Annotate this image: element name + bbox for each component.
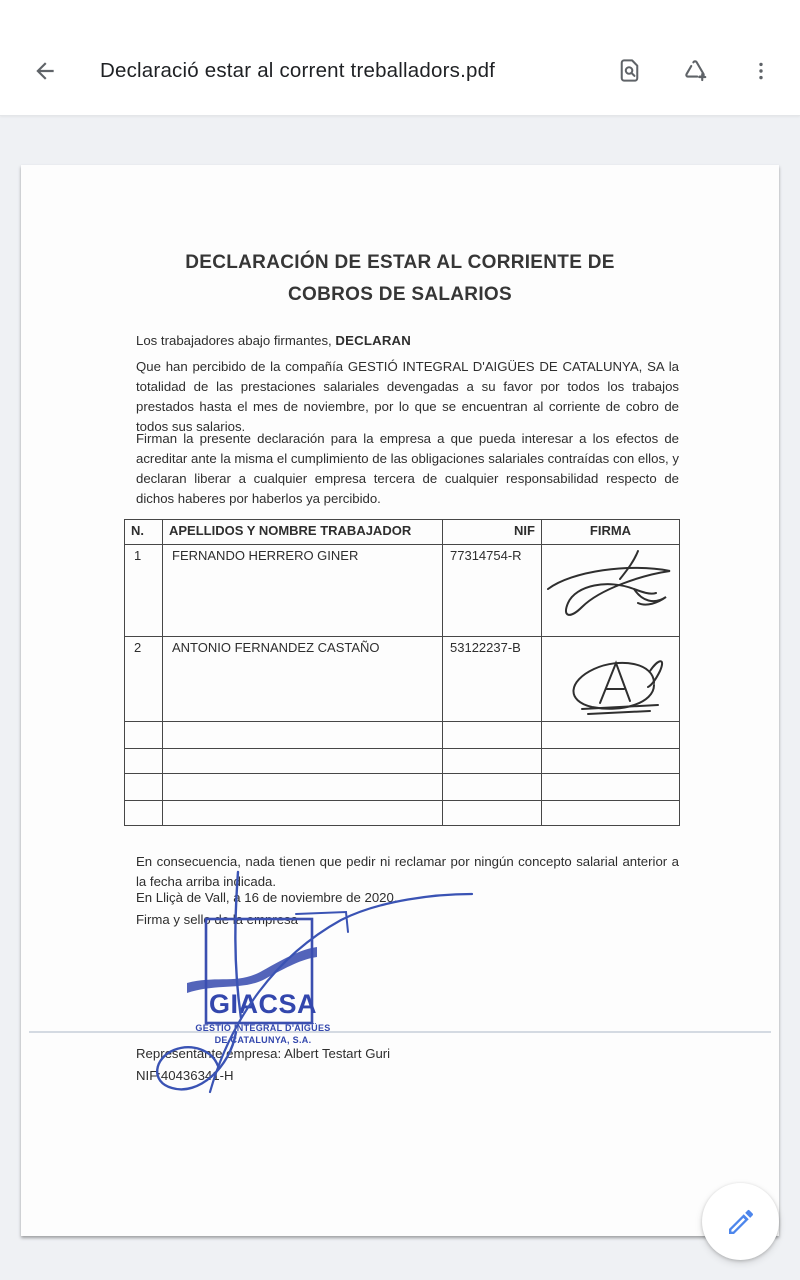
header-n: N.	[125, 520, 163, 545]
table-row	[125, 637, 680, 722]
find-in-page-icon	[616, 57, 643, 84]
table-empty-row	[125, 801, 680, 826]
paragraph-declaran	[136, 331, 679, 351]
paragraph-declaran-text: Los trabajadores abajo firmantes,	[136, 333, 336, 348]
find-in-document-button[interactable]	[614, 56, 644, 86]
cell-name: ANTONIO FERNANDEZ CASTAÑO	[163, 637, 443, 722]
header-nif: NIF	[443, 520, 542, 545]
add-shortcut-button[interactable]	[680, 56, 710, 86]
document-title-line1: DECLARACIÓN DE ESTAR AL CORRIENTE DE	[185, 252, 615, 273]
signature-label: Firma y sello de la empresa	[136, 912, 298, 927]
cell-number: 2	[125, 637, 163, 722]
paragraph-declaran-bold: DECLARAN	[335, 333, 411, 348]
table-empty-row	[125, 774, 680, 801]
workers-table	[124, 519, 680, 826]
cell-firma	[542, 637, 680, 722]
signature-representative-icon	[136, 868, 506, 1118]
stamp-company-name: GIACSA	[208, 989, 317, 1019]
pdf-page	[21, 165, 779, 1236]
stamp-subtitle-2: DE CATALUNYA, S.A.	[214, 1035, 312, 1045]
table-empty-row	[125, 722, 680, 749]
signature-fernando-icon	[542, 541, 678, 637]
pencil-icon	[725, 1206, 757, 1238]
cell-number: 1	[125, 545, 163, 637]
drive-add-shortcut-icon	[681, 57, 709, 85]
file-title: Declaració estar al corrent treballadors.pdf	[100, 58, 496, 82]
paragraph-firman: Firman la presente declaración para la empresa a que pueda interesar a los efectos de acreditar ante la misma el cumplimiento de las obligaciones salariales contraídas con ellos, y declaran liberar a cualquier empresa tercera de cualquier responsabilidad respecto de dichos haberes por haberlos ya percibido.	[136, 431, 679, 506]
cell-firma	[542, 545, 680, 637]
cell-nif: 53122237-B	[443, 637, 542, 722]
more-vertical-icon	[749, 59, 773, 83]
overflow-menu-button[interactable]	[746, 56, 776, 86]
representative-nif: NIF:40436341-H	[136, 1068, 234, 1083]
stamp-subtitle-1: GESTIÓ INTEGRAL D'AIGÜES	[195, 1023, 331, 1033]
date-line: En Lliçà de Vall, a 16 de noviembre de 2020.	[136, 890, 398, 905]
document-title	[21, 247, 779, 311]
representative-line: Representante empresa: Albert Testart Guri	[136, 1046, 391, 1061]
document-title-line2: COBROS DE SALARIOS	[288, 284, 512, 305]
table-empty-row	[125, 749, 680, 774]
paragraph-consecuencia: En consecuencia, nada tienen que pedir ni reclamar por ningún concepto salarial anterior a la fecha arriba indicada.	[136, 854, 679, 889]
app-bar-actions	[614, 56, 776, 86]
paragraph-percibido: Que han percibido de la compañía GESTIÓ INTEGRAL D'AIGÜES DE CATALUNYA, SA la totalidad de las prestaciones salariales devengadas a su favor por todos los trabajos prestados hasta el mes de noviembre, por lo que se encuentran al corriente de cobro de todos sus salarios.	[136, 359, 679, 434]
annotate-fab-button[interactable]	[702, 1183, 779, 1260]
table-row	[125, 545, 680, 637]
app-bar	[0, 0, 800, 116]
cell-nif: 77314754-R	[443, 545, 542, 637]
header-firma: FIRMA	[542, 520, 680, 545]
cell-name: FERNANDO HERRERO GINER	[163, 545, 443, 637]
back-button[interactable]	[28, 54, 62, 88]
signature-antonio-icon	[542, 643, 678, 727]
arrow-left-icon	[32, 58, 58, 84]
header-name: APELLIDOS Y NOMBRE TRABAJADOR	[163, 520, 443, 545]
